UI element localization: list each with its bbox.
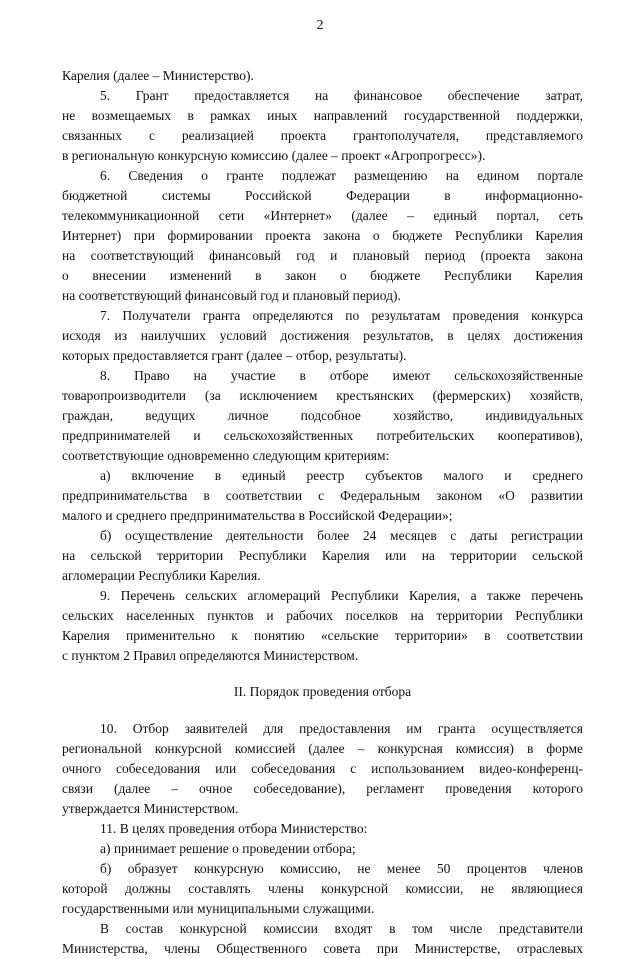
- paragraphs-before-heading: [62, 66, 583, 666]
- text-line: которых предоставляется грант (далее – отбор, результаты).: [62, 348, 407, 363]
- text-line: предпринимательства в соответствии с Федеральным законом «О развитии: [62, 488, 583, 503]
- text-line: а) включение в единый реестр субъектов малого и среднего: [100, 468, 583, 483]
- text-line: агломерации Республики Карелия.: [62, 568, 261, 583]
- text-line: В состав конкурсной комиссии входят в том числе представители: [100, 921, 583, 936]
- text-line: Карелия применительно к понятию «сельские территории» в соответствии: [62, 628, 583, 643]
- text-line: о внесении изменений в закон о бюджете Республики Карелия: [62, 268, 583, 283]
- text-line: предпринимателей и сельскохозяйственных потребительских кооперативов),: [62, 428, 583, 443]
- text-line: 10. Отбор заявителей для предоставления им гранта осуществляется: [100, 721, 583, 736]
- text-line: на соответствующий финансовый год и плановый период).: [62, 288, 401, 303]
- text-line: на сельской территории Республики Карелия или на территории сельской: [62, 548, 583, 563]
- text-line: Карелия (далее – Министерство).: [62, 68, 254, 83]
- text-line: соответствующие одновременно следующим критериям:: [62, 448, 390, 463]
- text-line: региональной конкурсной комиссией (далее – конкурсная комиссия) в форме: [62, 741, 583, 756]
- text-line: товаропроизводители (за исключением крестьянских (фермерских) хозяйств,: [62, 388, 583, 403]
- text-line: Министерства, члены Общественного совета при Министерстве, отраслевых: [62, 941, 583, 956]
- text-line: а) принимает решение о проведении отбора;: [100, 841, 356, 856]
- text-line: связи (далее – очное собеседование), регламент проведения которого: [62, 781, 583, 796]
- text-line: исходя из наилучших условий достижения результатов, в целях достижения: [62, 328, 583, 343]
- text-line: Интернет) при формировании проекта закона о бюджете Республики Карелия: [62, 228, 583, 243]
- text-line: телекоммуникационной сети «Интернет» (далее – единый портал, сеть: [62, 208, 583, 223]
- text-line: государственными или муниципальными служащими.: [62, 901, 375, 916]
- text-line: 9. Перечень сельских агломераций Республики Карелия, а также перечень: [100, 588, 583, 603]
- text-line: 6. Сведения о гранте подлежат размещению на едином портале: [100, 168, 583, 183]
- text-line: утверждается Министерством.: [62, 801, 239, 816]
- text-line: связанных с реализацией проекта грантополучателя, представляемого: [62, 128, 583, 143]
- page-number: 2: [316, 18, 324, 33]
- text-line: б) осуществление деятельности более 24 месяцев с даты регистрации: [100, 528, 583, 543]
- text-line: 8. Право на участие в отборе имеют сельскохозяйственные: [100, 368, 583, 383]
- text-line: 11. В целях проведения отбора Министерство:: [100, 821, 368, 836]
- text-line: 5. Грант предоставляется на финансовое обеспечение затрат,: [100, 88, 583, 103]
- paragraphs-after-heading: [62, 719, 583, 959]
- text-line: не возмещаемых в рамках иных направлений государственной поддержки,: [62, 108, 583, 123]
- text-line: сельских населенных пунктов и рабочих поселков на территории Республики: [62, 608, 583, 623]
- text-line: граждан, ведущих личное подсобное хозяйство, индивидуальных: [62, 408, 583, 423]
- text-line: очного собеседования или собеседования с использованием видео-конференц-: [62, 761, 583, 776]
- text-line: малого и среднего предпринимательства в Российской Федерации»;: [62, 508, 453, 523]
- text-line: б) образует конкурсную комиссию, не менее 50 процентов членов: [100, 861, 583, 876]
- text-line: с пунктом 2 Правил определяются Министерством.: [62, 648, 359, 663]
- text-line: на соответствующий финансовый год и плановый период (проекта закона: [62, 248, 583, 263]
- text-line: бюджетной системы Российской Федерации в информационно-: [62, 188, 583, 203]
- section-heading: II. Порядок проведения отбора: [233, 684, 412, 699]
- document-body: [62, 66, 583, 959]
- text-line: в региональную конкурсную комиссию (далее – проект «Агропрогресс»).: [62, 148, 486, 163]
- text-line: 7. Получатели гранта определяются по результатам проведения конкурса: [100, 308, 583, 323]
- text-line: которой должны составлять члены конкурсной комиссии, не являющиеся: [62, 881, 583, 896]
